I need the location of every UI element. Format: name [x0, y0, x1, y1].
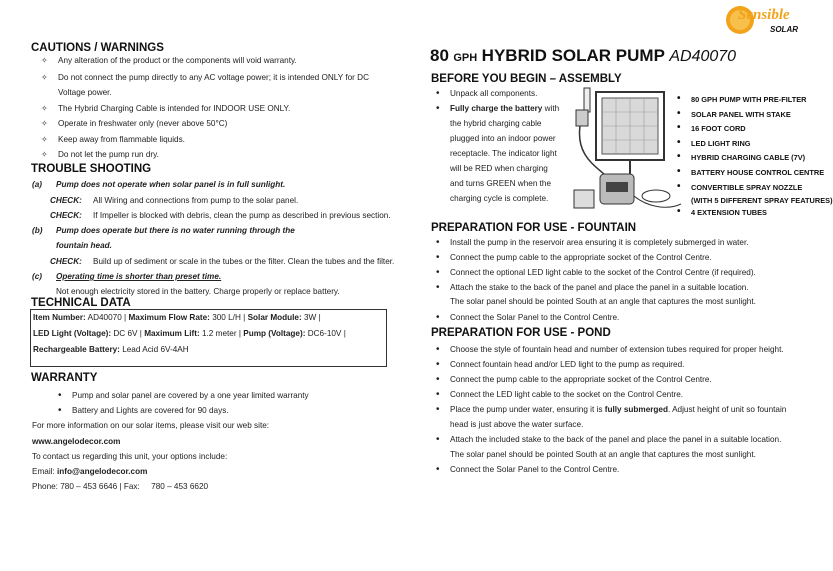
trouble-heading: TROUBLE SHOOTING [31, 163, 152, 175]
component-item: • LED LIGHT RING [691, 137, 833, 152]
caution-item: ✧ Any alteration of the product or the components will void warranty. [58, 56, 297, 65]
warranty-item: • Pump and solar panel are covered by a one year limited warranty [72, 391, 309, 400]
assembly-item-cont: charging cycle is complete. [450, 194, 549, 203]
check-label: CHECK: [50, 257, 82, 266]
component-list [691, 93, 833, 221]
assembly-item-cont: plugged into an indoor power [450, 134, 556, 143]
trouble-c-label: (c) [32, 272, 43, 281]
check-label: CHECK: [50, 196, 82, 205]
component-item: • SOLAR PANEL WITH STAKE [691, 108, 833, 123]
pond-item: • Connect the LED light cable to the socket on the Control Centre. [450, 390, 683, 399]
fountain-item: • Connect the pump cable to the appropriate socket of the Control Centre. [450, 253, 712, 262]
email-line: Email: info@angelodecor.com [32, 467, 148, 476]
tech-line-1: Item Number: AD40070 | Maximum Flow Rate: 300 L/H | Solar Module: 3W | [33, 313, 321, 322]
technical-heading: TECHNICAL DATA [31, 297, 131, 309]
fountain-item: • Install the pump in the reservoir area ensuring it is completely submerged in water. [450, 238, 749, 247]
product-illustration [566, 86, 686, 222]
pond-item-cont: head is just above the water surface. [450, 420, 584, 429]
caution-item: ✧ Do not connect the pump directly to any AC voltage power; it is intended ONLY for DC [58, 73, 369, 82]
component-item: • BATTERY HOUSE CONTROL CENTRE [691, 166, 833, 181]
caution-item: ✧ The Hybrid Charging Cable is intended for INDOOR USE ONLY. [58, 104, 290, 113]
trouble-a-text: Pump does not operate when solar panel is in full sunlight. [56, 180, 286, 189]
trouble-a-check2: If Impeller is blocked with debris, clean the pump as described in previous section. [93, 211, 391, 220]
pond-item: • Connect fountain head and/or LED light to the pump as required. [450, 360, 684, 369]
technical-data-box [30, 309, 387, 367]
trouble-b-text2: fountain head. [56, 241, 112, 250]
assembly-item-cont: receptacle. The indicator light [450, 149, 557, 158]
fountain-item: • Connect the optional LED light cable to the socket of the Control Centre (if required). [450, 268, 756, 277]
logo-sub: SOLAR [770, 25, 798, 34]
pond-item: • Place the pump under water, ensuring it is fully submerged. Adjust height of unit so fountain [450, 405, 786, 414]
page-title: 80 GPH HYBRID SOLAR PUMP AD40070 [430, 46, 737, 65]
trouble-a-check1: All Wiring and connections from pump to the solar panel. [93, 196, 299, 205]
fountain-item: • Connect the Solar Panel to the Control Centre. [450, 313, 619, 322]
trouble-a-label: (a) [32, 180, 43, 189]
assembly-item-cont: the hybrid charging cable [450, 119, 542, 128]
component-item: • HYBRID CHARGING CABLE (7V) [691, 151, 833, 166]
pond-item: • Choose the style of fountain head and number of extension tubes required for proper height. [450, 345, 784, 354]
contact-text: To contact us regarding this unit, your options include: [32, 452, 228, 461]
warranty-heading: WARRANTY [31, 372, 98, 384]
component-item: • CONVERTIBLE SPRAY NOZZLE [691, 181, 833, 196]
more-info-text: For more information on our solar items, please visit our web site: [32, 421, 270, 430]
phone-line: Phone: 780 – 453 6646 | Fax: 780 – 453 6620 [32, 482, 209, 491]
caution-item: ✧ Keep away from flammable liquids. [58, 135, 185, 144]
fountain-heading: PREPARATION FOR USE - FOUNTAIN [431, 222, 637, 234]
caution-item-cont: Voltage power. [58, 88, 112, 97]
email-link[interactable]: info@angelodecor.com [57, 467, 148, 476]
assembly-item-cont: and turns GREEN when the [450, 179, 552, 188]
trouble-b-label: (b) [32, 226, 43, 235]
caution-item: ✧ Operate in freshwater only (never above 50°C) [58, 119, 227, 128]
tech-line-3: Rechargeable Battery: Lead Acid 6V-4AH [33, 345, 189, 354]
trouble-c-text: Operating time is shorter than preset time. [56, 272, 222, 281]
pond-item: • Attach the included stake to the back of the panel and place the panel in a suitable location. [450, 435, 781, 444]
warranty-item: • Battery and Lights are covered for 90 days. [72, 406, 229, 415]
trouble-b-text1: Pump does operate but there is no water running through the [56, 226, 295, 235]
logo-brand: Sensible [738, 7, 790, 23]
component-item: • 16 FOOT CORD [691, 122, 833, 137]
trouble-c-note: Not enough electricity stored in the battery. Charge properly or replace battery. [56, 287, 340, 296]
component-item: • 4 EXTENSION TUBES [691, 206, 833, 221]
fountain-item: • Attach the stake to the back of the panel and place the panel in a suitable location. [450, 283, 749, 292]
sensible-solar-logo [724, 4, 804, 38]
website-link[interactable]: www.angelodecor.com [32, 437, 121, 446]
component-item-cont: (WITH 5 DIFFERENT SPRAY FEATURES) [691, 196, 833, 206]
assembly-item: • Fully charge the battery with [450, 104, 559, 113]
component-item: • 80 GPH PUMP WITH PRE-FILTER [691, 93, 833, 108]
pond-item-cont: The solar panel should be pointed South at an angle that captures the most sunlight. [450, 450, 756, 459]
assembly-item-cont: will be RED when charging [450, 164, 548, 173]
tech-line-2: LED Light (Voltage): DC 6V | Maximum Lift: 1.2 meter | Pump (Voltage): DC6-10V | [33, 329, 346, 338]
pond-heading: PREPARATION FOR USE - POND [431, 327, 611, 339]
pond-item: • Connect the Solar Panel to the Control Centre. [450, 465, 619, 474]
assembly-item: • Unpack all components. [450, 89, 537, 98]
pond-item: • Connect the pump cable to the appropriate socket of the Control Centre. [450, 375, 712, 384]
check-label: CHECK: [50, 211, 82, 220]
assembly-heading: BEFORE YOU BEGIN – ASSEMBLY [431, 73, 622, 85]
trouble-b-check: Build up of sediment or scale in the tubes or the filter. Clean the tubes and the filter. [93, 257, 395, 266]
caution-item: ✧ Do not let the pump run dry. [58, 150, 159, 159]
fountain-item-cont: The solar panel should be pointed South at an angle that captures the most sunlight. [450, 297, 756, 306]
cautions-heading: CAUTIONS / WARNINGS [31, 42, 164, 54]
